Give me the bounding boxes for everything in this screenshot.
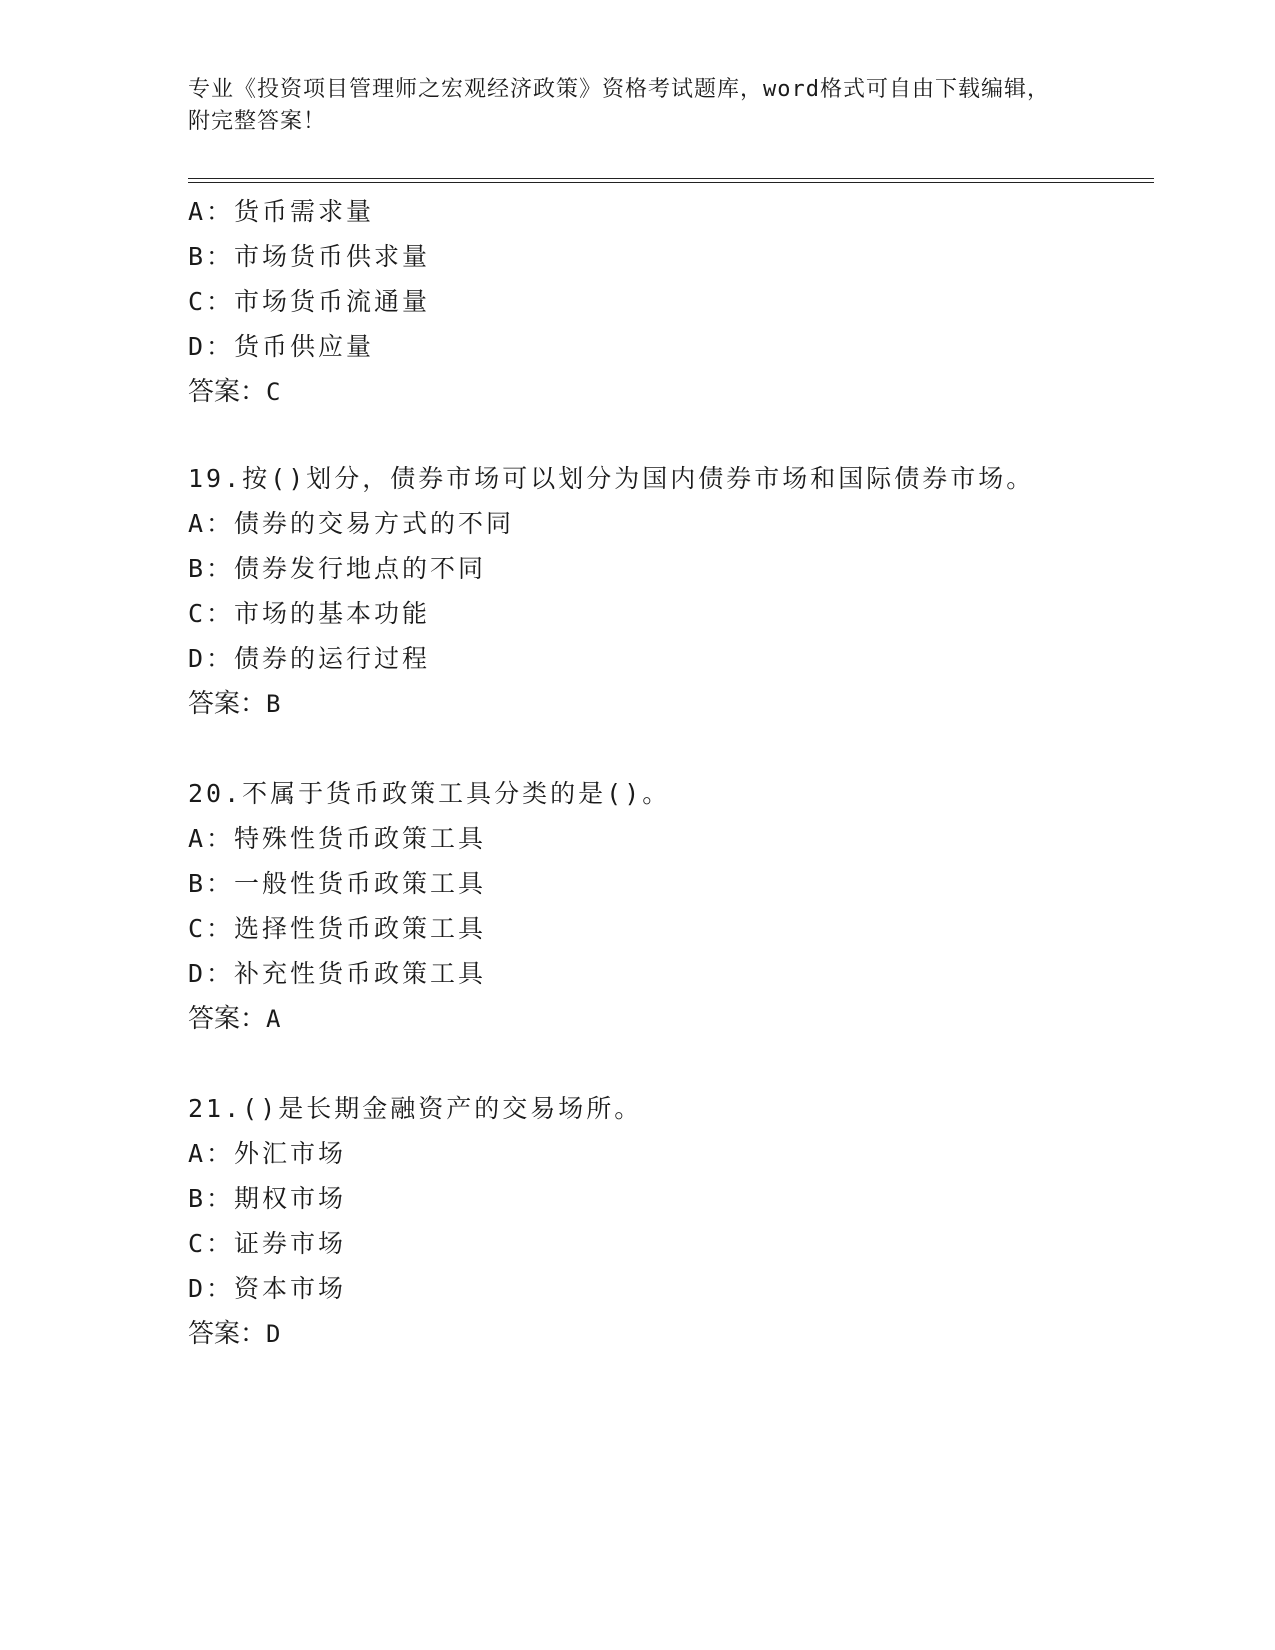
q20-answer-value: A [266, 1005, 281, 1033]
q18-option-d: D：货币供应量 [188, 332, 375, 361]
answer-label: 答案： [188, 1319, 267, 1349]
q19-option-b: B：债券发行地点的不同 [188, 554, 487, 583]
q18-answer-value: C [266, 378, 281, 406]
q19-option-d: D：债券的运行过程 [188, 644, 431, 673]
q19-option-a: A：债券的交易方式的不同 [188, 509, 515, 538]
q19-question: 19.按()划分，债券市场可以划分为国内债券市场和国际债券市场。 [188, 464, 1035, 493]
q18-option-a: A：货币需求量 [188, 197, 375, 226]
q20-answer [188, 1002, 280, 1036]
q19-answer-value: B [266, 690, 281, 718]
q21-answer-value: D [266, 1320, 281, 1348]
header-divider-bottom [188, 182, 1154, 183]
answer-label: 答案： [188, 377, 267, 407]
answer-label: 答案： [188, 689, 267, 719]
q20-option-b: B：一般性货币政策工具 [188, 869, 487, 898]
q20-option-c: C：选择性货币政策工具 [188, 914, 487, 943]
answer-label: 答案： [188, 1004, 267, 1034]
q18-option-b: B：市场货币供求量 [188, 242, 431, 271]
q20-option-d: D：补充性货币政策工具 [188, 959, 487, 988]
q21-option-b: B：期权市场 [188, 1184, 347, 1213]
header-divider-top [188, 178, 1154, 179]
q21-option-a: A：外汇市场 [188, 1139, 347, 1168]
q21-option-c: C：证券市场 [188, 1229, 347, 1258]
q19-answer [188, 687, 280, 721]
q21-option-d: D：资本市场 [188, 1274, 347, 1303]
q18-answer [188, 375, 280, 409]
q20-question: 20.不属于货币政策工具分类的是()。 [188, 779, 671, 808]
q18-option-c: C：市场货币流通量 [188, 287, 431, 316]
q19-option-c: C：市场的基本功能 [188, 599, 431, 628]
q20-option-a: A：特殊性货币政策工具 [188, 824, 487, 853]
document-header: 专业《投资项目管理师之宏观经济政策》资格考试题库，word格式可自由下载编辑，附完整答案！ [188, 77, 1050, 134]
q21-question: 21.()是长期金融资产的交易场所。 [188, 1094, 643, 1123]
q21-answer [188, 1317, 280, 1351]
